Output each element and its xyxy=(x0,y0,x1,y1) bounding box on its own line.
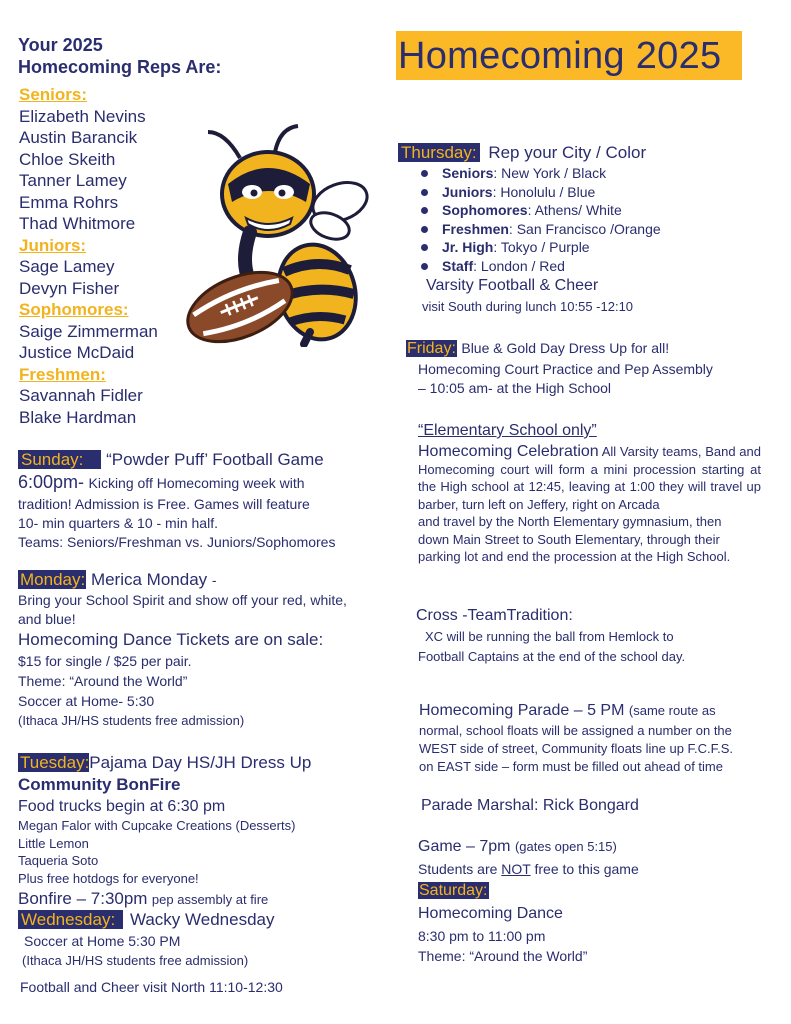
sunday-line4: Teams: Seniors/Freshman vs. Juniors/Sophomores xyxy=(18,534,336,550)
sophomore-rep: Justice McDaid xyxy=(19,343,135,362)
saturday-dance: Homecoming Dance xyxy=(418,905,563,922)
sophomore-rep: Saige Zimmerman xyxy=(19,321,158,341)
game-students-not: NOT xyxy=(501,861,531,877)
vendor: Taqueria Soto xyxy=(18,853,99,868)
game-students-a: Students are xyxy=(418,861,502,877)
vendor: Little Lemon xyxy=(18,835,89,851)
monday-price: $15 for single / $25 per pair. xyxy=(18,653,192,669)
junior-rep: Devyn Fisher xyxy=(19,278,120,298)
friday-day-label: Friday: xyxy=(407,340,456,357)
vendor: Megan Falor with Cupcake Creations (Desserts) xyxy=(18,818,296,833)
monday-tickets: Homecoming Dance Tickets are on sale xyxy=(18,630,319,649)
sunday-section xyxy=(18,449,378,552)
mascot-image xyxy=(180,122,380,347)
celebration-p2-line3: parking lot and end the procession at the High School. xyxy=(418,549,731,564)
hotdogs-note: Plus free hotdogs for everyone! xyxy=(18,870,199,886)
sunday-line3: 10- min quarters & 10 - min half. xyxy=(18,515,218,531)
tuesday-day-label: Tuesday: xyxy=(20,753,90,772)
parade-line4: on EAST side – form must be filled out ahead of time xyxy=(419,759,723,774)
bonfire-note: pep assembly at fire xyxy=(151,892,269,907)
page-title: Homecoming 2025 xyxy=(398,35,722,77)
senior-rep: Tanner Lamey xyxy=(19,171,127,190)
monday-ithaca: (Ithaca JH/HS students free admission) xyxy=(18,713,245,728)
wednesday-soccer: Soccer at Home 5:30 PM xyxy=(24,933,181,949)
cross-title: Cross -TeamTradition: xyxy=(416,607,573,624)
game-gates: (gates open 5:15) xyxy=(514,839,617,854)
seniors-label: Seniors: xyxy=(19,85,88,104)
friday-section xyxy=(406,337,786,398)
thursday-section xyxy=(398,142,778,317)
thursday-list xyxy=(418,164,778,275)
parade-line2: normal, school floats will be assigned a number on the xyxy=(419,723,732,738)
monday-dash: - xyxy=(211,572,217,588)
bonfire-time: Bonfire – 7:30pm xyxy=(18,889,148,908)
thursday-item: Staff: London / Red xyxy=(418,257,778,276)
senior-rep: Chloe Skeith xyxy=(19,149,116,169)
yellow-jacket-mascot-icon xyxy=(180,122,380,347)
wednesday-football: Football and Cheer visit North 11:10-12:30 xyxy=(20,979,283,995)
bonfire-title: Community BonFire xyxy=(18,775,181,794)
junior-rep: Sage Lamey xyxy=(19,257,115,276)
parade-title: Homecoming Parade – 5 PM xyxy=(419,702,625,719)
sunday-title: “Powder Puff’ Football Game xyxy=(106,450,324,469)
monday-line1: Bring your School Spirit and show off your red, white, xyxy=(18,592,347,608)
monday-title: Merica Monday xyxy=(90,570,208,589)
celebration-p2-line2: down Main Street to South Elementary, through their xyxy=(418,531,720,547)
sunday-day-label: Sunday: xyxy=(18,450,101,469)
monday-theme: Theme: “Around the World” xyxy=(18,673,188,689)
game-title: Game – 7pm xyxy=(418,838,511,855)
cross-line2: Football Captains at the end of the school day. xyxy=(418,649,686,664)
thursday-varsity: Varsity Football & Cheer xyxy=(426,277,599,294)
sunday-line1: Kicking off Homecoming week with xyxy=(88,475,305,491)
monday-soccer: Soccer at Home- 5:30 xyxy=(18,693,155,709)
monday-line2: and blue! xyxy=(18,611,76,627)
reps-heading xyxy=(18,34,221,78)
parade-marshal: Parade Marshal: Rick Bongard xyxy=(421,797,639,814)
food-trucks: Food trucks begin at 6:30 pm xyxy=(18,798,226,815)
elementary-heading: “Elementary School only” xyxy=(418,422,597,439)
celebration-title: Homecoming Celebration xyxy=(418,443,599,460)
thursday-item: Seniors: New York / Black xyxy=(418,164,778,183)
senior-rep: Emma Rohrs xyxy=(19,192,119,212)
page-title-box xyxy=(396,31,742,80)
monday-day-label: Monday: xyxy=(20,570,86,589)
thursday-item: Juniors: Honolulu / Blue xyxy=(418,183,778,202)
wednesday-section xyxy=(18,909,388,997)
celebration-p2-line1: and travel by the North Elementary gymnasium, then xyxy=(418,514,722,529)
sunday-time: 6:00pm- xyxy=(18,472,85,492)
reps-heading-line1: Your 2025 xyxy=(18,35,103,55)
parade-line3: WEST side of street, Community floats line up F.C.F.S. xyxy=(419,741,734,756)
parade-line1: (same route as xyxy=(628,703,716,718)
senior-rep: Thad Whitmore xyxy=(19,214,136,233)
saturday-time: 8:30 pm to 11:00 pm xyxy=(418,928,546,944)
thursday-day-label: Thursday: xyxy=(398,143,480,162)
sophomores-label: Sophomores: xyxy=(19,300,129,319)
freshmen-label: Freshmen: xyxy=(19,364,106,384)
wednesday-ithaca: (Ithaca JH/HS students free admission) xyxy=(22,953,249,968)
reps-heading-line2: Homecoming Reps Are: xyxy=(18,57,222,77)
friday-line2: – 10:05 am- at the High School xyxy=(418,380,612,396)
monday-section xyxy=(18,569,388,731)
cross-section xyxy=(416,605,786,667)
reps-list xyxy=(19,84,158,428)
friday-line1: Homecoming Court Practice and Pep Assembly xyxy=(418,361,713,377)
game-students-b: free to this game xyxy=(530,861,639,877)
saturday-day-label: Saturday: xyxy=(419,882,488,899)
freshman-rep: Blake Hardman xyxy=(19,407,137,427)
thursday-item: Freshmen: San Francisco /Orange xyxy=(418,220,778,239)
parade-section xyxy=(419,700,789,817)
friday-title: Blue & Gold Day Dress Up for all! xyxy=(461,340,670,356)
freshman-rep: Savannah Fidler xyxy=(19,386,143,405)
thursday-item: Sophomores: Athens/ White xyxy=(418,201,778,220)
game-section xyxy=(418,836,788,966)
tuesday-title: Pajama Day HS/JH Dress Up xyxy=(89,753,312,772)
wednesday-title: Wacky Wednesday xyxy=(129,910,275,929)
thursday-visit: visit South during lunch 10:55 -12:10 xyxy=(422,299,634,314)
elementary-section xyxy=(418,421,761,566)
sunday-line2: tradition! Admission is Free. Games will feature xyxy=(18,496,310,512)
juniors-label: Juniors: xyxy=(19,235,87,255)
monday-tickets-colon: : xyxy=(318,630,324,649)
thursday-title: Rep your City / Color xyxy=(488,143,647,162)
saturday-theme: Theme: “Around the World” xyxy=(418,948,588,964)
wednesday-day-label: Wednesday: xyxy=(18,910,123,929)
tuesday-section xyxy=(18,752,388,911)
senior-rep: Elizabeth Nevins xyxy=(19,106,146,126)
cross-line1: XC will be running the ball from Hemlock to xyxy=(425,629,674,644)
celebration-p1: All Varsity teams, Band and Homecoming court will form a mini procession starting at the High school at 12:45, leaving at 1:00 they will travel up barber, turn left on Jeffery, right on Arcada xyxy=(418,444,761,512)
senior-rep: Austin Barancik xyxy=(19,128,138,147)
thursday-item: Jr. High: Tokyo / Purple xyxy=(418,238,778,257)
